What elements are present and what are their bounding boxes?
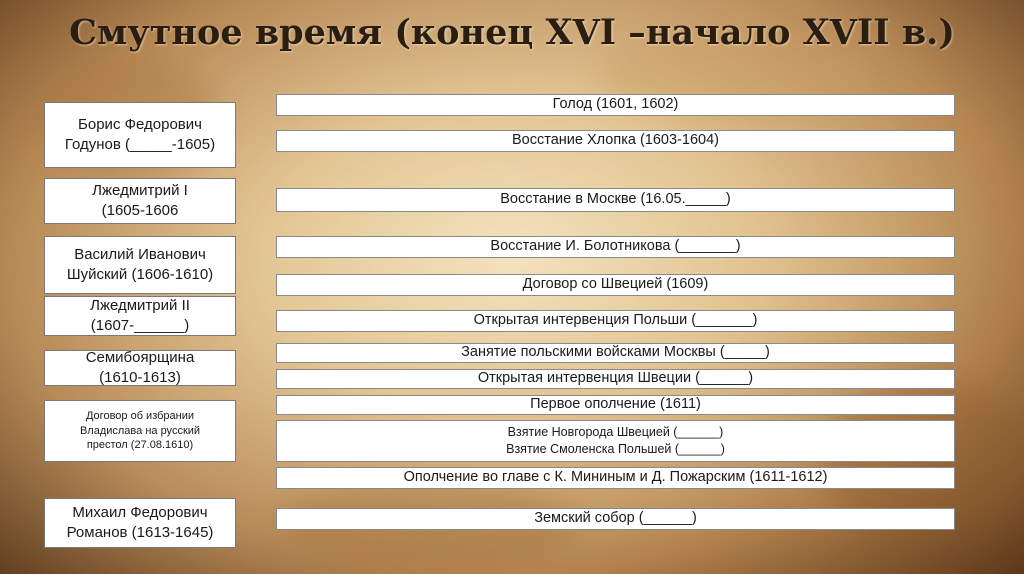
event-box (276, 188, 955, 212)
event-label: Взятие Смоленска Польшей (______) (506, 442, 725, 456)
event-box (276, 369, 955, 389)
event-box (276, 94, 955, 116)
event-box (276, 508, 955, 530)
ruler-label: Семибоярщина (1610-1613) (85, 348, 195, 386)
ruler-box-false-dmitry-1 (44, 178, 236, 224)
event-box (276, 395, 955, 415)
ruler-box-romanov (44, 498, 236, 548)
ruler-box-false-dmitry-2 (44, 296, 236, 336)
event-label: Восстание Хлопка (1603-1604) (512, 132, 719, 149)
event-label: Договор со Швецией (1609) (522, 276, 709, 293)
event-box (276, 467, 955, 489)
ruler-label: Михаил Федорович Романов (1613-1645) (66, 503, 214, 541)
event-label: Занятие польскими войсками Москвы (_____) (461, 344, 770, 361)
ruler-box-seven-boyars (44, 350, 236, 386)
ruler-label: Борис Федорович Годунов (_____-1605) (64, 115, 216, 153)
ruler-box-godunov (44, 102, 236, 168)
event-box (276, 236, 955, 258)
event-label: Ополчение во главе с К. Мининым и Д. Пожарским (1611-1612) (403, 469, 828, 486)
event-box (276, 310, 955, 332)
event-label: Восстание И. Болотникова (_______) (490, 238, 741, 255)
ruler-label: Василий Иванович Шуйский (1606-1610) (66, 245, 214, 283)
event-label: Открытая интервенция Швеции (______) (477, 370, 754, 387)
event-label: Восстание в Москве (16.05._____) (500, 191, 731, 208)
treaty-box-vladislav (44, 400, 236, 462)
event-label: Голод (1601, 1602) (552, 96, 679, 113)
treaty-label: Договор об избрании Владислава на русский престол (27.08.1610) (79, 409, 201, 452)
event-box (276, 343, 955, 363)
event-box (276, 130, 955, 152)
event-label: Открытая интервенция Польши (_______) (473, 312, 758, 329)
ruler-label: Лжедмитрий II (1607-______) (90, 296, 190, 334)
event-box (276, 274, 955, 296)
event-box-double (276, 420, 955, 462)
event-label: Земский собор (______) (534, 510, 697, 527)
event-label: Первое ополчение (1611) (530, 396, 701, 413)
ruler-label: Лжедмитрий I (1605-1606 (92, 181, 188, 219)
slide-title: Смутное время (конец XVI –начало XVII в.) (69, 12, 955, 53)
event-label: Взятие Новгорода Швецией (______) (507, 425, 724, 440)
ruler-box-shuisky (44, 236, 236, 294)
